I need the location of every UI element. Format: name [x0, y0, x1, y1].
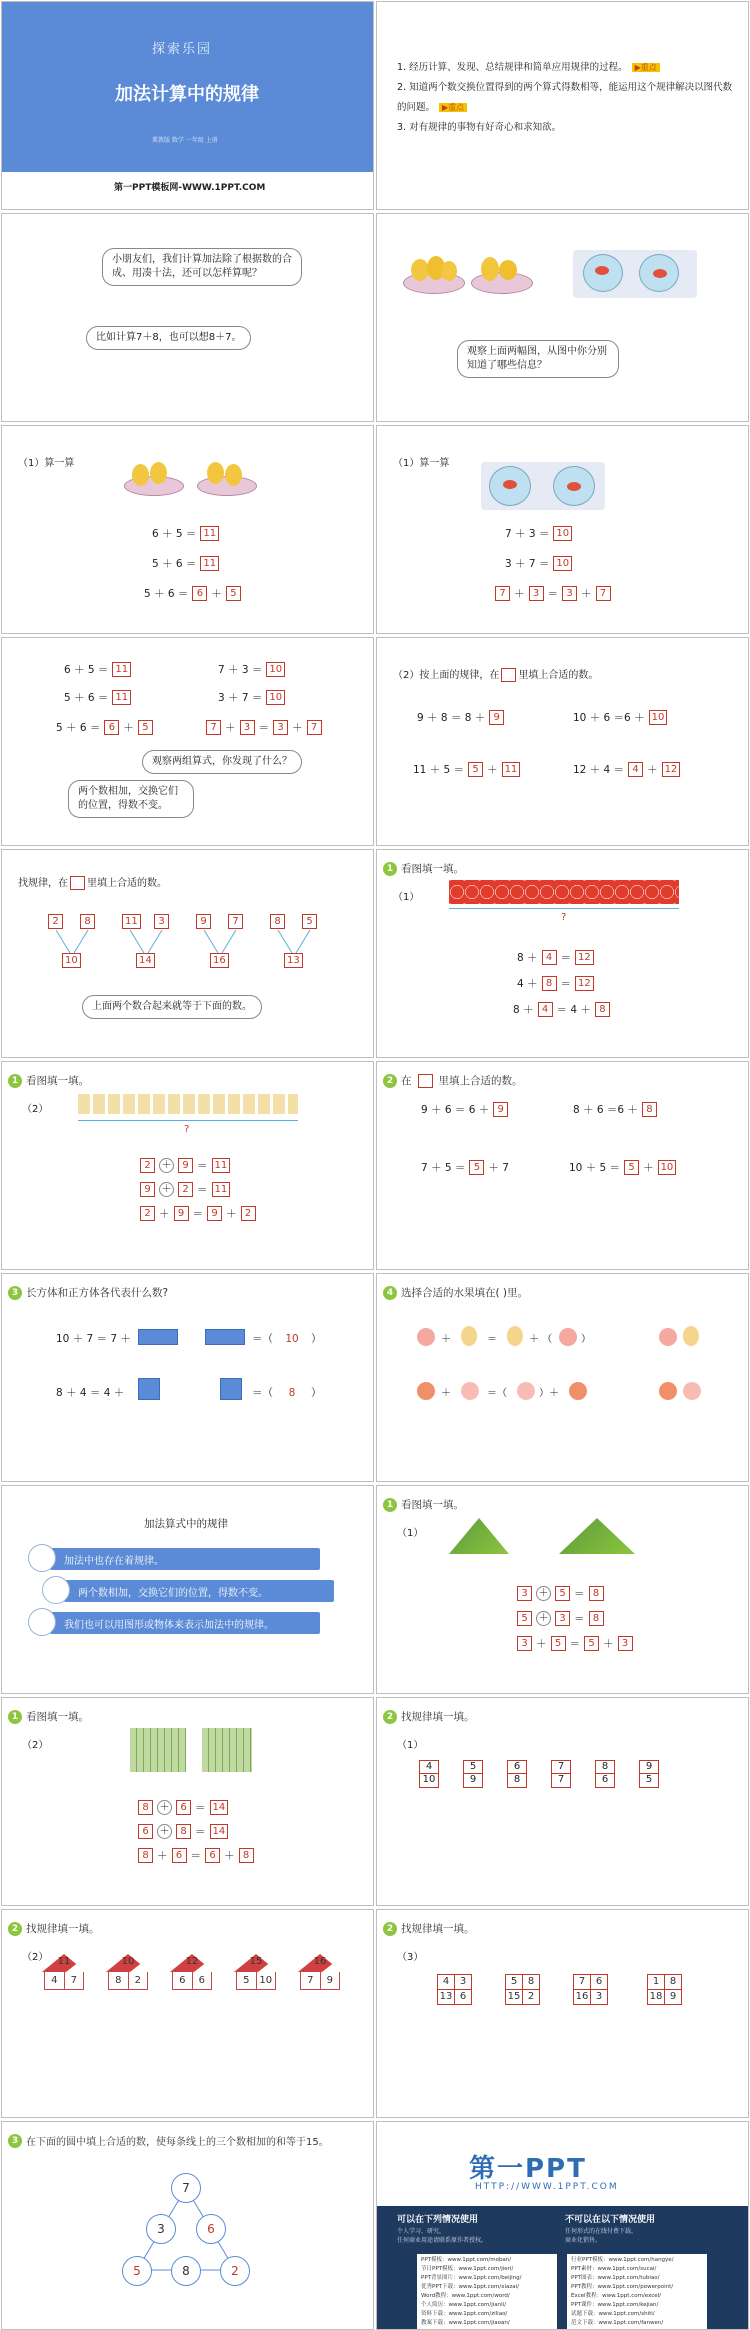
brace-line — [449, 908, 679, 909]
equation-2: 4 ＋ 8 ＝ 12 — [517, 976, 594, 991]
shape-answer-2: ＝（ 8 ） — [252, 1386, 322, 1399]
tree-3: 16 — [210, 953, 229, 968]
links-right — [567, 2254, 707, 2330]
section-head: 4 选择合适的水果填在( )里。 — [383, 1285, 528, 1300]
slide-15-summary — [1, 1485, 374, 1694]
equation-5: 5 ＋ 6 ＝ 6 ＋ 5 — [56, 720, 153, 735]
equation-2: 5 ＋ 3 ＝ 8 — [517, 1611, 604, 1626]
number-house: 16 7 9 — [300, 1954, 340, 1990]
slide-9-trees — [1, 849, 374, 1058]
peach-icon — [659, 1328, 677, 1346]
sub-head: （2） — [22, 1740, 49, 1751]
equation-3: 7 ＋ 3 ＝ 3 ＋ 7 — [495, 586, 611, 601]
orange-icon — [659, 1382, 677, 1400]
tree-4: 8 — [270, 914, 285, 929]
peach-icon — [559, 1328, 577, 1346]
goldfish-icon — [595, 266, 609, 275]
rule-bubble: 上面两个数合起来就等于下面的数。 — [82, 995, 262, 1019]
link-item[interactable]: PPT教程：www.1ppt.com/powerpoint/ — [571, 2284, 674, 2290]
question-3: 7 ＋ 5 ＝ 5 ＋ 7 — [421, 1162, 509, 1174]
empty-box-icon — [418, 1074, 433, 1088]
key-badge: ▶重点 — [439, 103, 467, 112]
slide-14-fruits — [376, 1273, 749, 1482]
tree-1: 10 — [62, 953, 81, 968]
equation-2: 5 ＋ 6 ＝ 11 — [64, 690, 131, 705]
question-1: 9 ＋ 6 ＝ 6 ＋ 9 — [421, 1102, 508, 1117]
book-stack-2 — [202, 1728, 252, 1772]
link-item[interactable]: PPT图表：www.1ppt.com/tubiao/ — [571, 2275, 660, 2281]
paren-plus: ）＋ — [539, 1388, 559, 1399]
slide-18-pairs — [376, 1697, 749, 1906]
goldfish-icon — [653, 269, 667, 278]
question-2: 8 ＋ 6 ＝6 ＋ 8 — [573, 1102, 657, 1117]
slide-7-compare — [1, 637, 374, 846]
section-head: 2 找规律填一填。 — [383, 1921, 475, 1936]
shape-equation-2: 8 ＋ 4 ＝ 4 ＋ — [56, 1387, 125, 1399]
plus-sign: ＋ — [441, 1388, 451, 1399]
equation-1: 2 ＋ 9 ＝ 11 — [140, 1158, 230, 1173]
tree-3: 7 — [228, 914, 243, 929]
sub-head: （2） — [22, 1952, 49, 1963]
pear-icon — [481, 257, 499, 281]
cant-use-item: 商业化销售。 — [565, 2237, 602, 2244]
tree-2: 3 — [154, 914, 169, 929]
sub-head: （2） — [22, 1104, 49, 1115]
number-pair: 6 8 — [507, 1760, 527, 1788]
section-head: 1 看图填一填。 — [8, 1709, 89, 1724]
slide-4-pictures — [376, 213, 749, 422]
section-head: 3 长方体和正方体各代表什么数? — [8, 1285, 168, 1300]
number-grid: 1 8 18 9 — [647, 1974, 682, 2005]
hint-bubble: 比如计算7＋8，也可以想8＋7。 — [86, 326, 251, 350]
equation-3: 5 ＋ 6 ＝ 6 ＋ 5 — [144, 586, 241, 601]
goal-3: 3. 对有规律的事物有好奇心和求知欲。 — [397, 122, 562, 133]
question-4: 10 ＋ 5 ＝ 5 ＋ 10 — [569, 1160, 676, 1175]
slide-22-credits — [376, 2121, 749, 2330]
pear-icon — [683, 1326, 699, 1346]
circle-right-mid[interactable]: 6 — [196, 2214, 226, 2244]
link-item[interactable]: 试题下载：www.1ppt.com/shiti/ — [571, 2311, 655, 2317]
pear-icon — [499, 260, 517, 280]
circle-bottom-right[interactable]: 2 — [220, 2256, 250, 2286]
cuboid-icon — [205, 1329, 245, 1345]
goldfish-icon — [503, 480, 517, 489]
link-item[interactable]: PPT背景图片：www.1ppt.com/beijing/ — [421, 2275, 522, 2281]
cuboid-icon — [138, 1329, 178, 1345]
number-grid: 7 6 16 3 — [573, 1974, 608, 2005]
link-item[interactable]: Excel教程：www.1ppt.com/excel/ — [571, 2293, 662, 2299]
shape-answer-1: ＝（ 10 ） — [252, 1332, 322, 1345]
equation-1: 6 ＋ 5 ＝ 11 — [64, 662, 131, 677]
plus-paren: ＋ （ — [529, 1334, 553, 1345]
question-3: 11 ＋ 5 ＝ 5 ＋ 11 — [413, 762, 520, 777]
summary-title: 加法算式中的规律 — [144, 1518, 228, 1530]
brand-url: HTTP://WWW.1PPT.COM — [475, 2182, 619, 2192]
link-item[interactable]: 个人简历：www.1ppt.com/jianli/ — [421, 2302, 507, 2308]
brace-line — [78, 1120, 298, 1121]
summary-item-1: 加法中也存在着规律。 — [50, 1548, 320, 1570]
teacher-bubble: 小朋友们，我们计算加法除了根据数的合成、用凑十法，还可以怎样算呢？ — [102, 248, 302, 286]
answer-bubble: 两个数相加，交换它们的位置，得数不变。 — [68, 780, 194, 818]
pear-icon — [461, 1326, 477, 1346]
peach-icon — [461, 1382, 479, 1400]
link-item[interactable]: 教案下载：www.1ppt.com/jiaoan/ — [421, 2320, 510, 2326]
slide-tag: 探索乐园 — [152, 42, 213, 57]
link-item[interactable]: 资料下载：www.1ppt.com/ziliao/ — [421, 2311, 508, 2317]
link-item[interactable]: 优秀PPT下载：www.1ppt.com/xiazai/ — [421, 2284, 520, 2290]
pear-icon — [507, 1326, 523, 1346]
slide-21-triangle — [1, 2121, 374, 2330]
link-item[interactable]: Word教程：www.1ppt.com/word/ — [421, 2293, 510, 2299]
tree-4: 5 — [302, 914, 317, 929]
equation-2: 5 ＋ 6 ＝ 11 — [152, 556, 219, 571]
sub-head: （1） — [393, 892, 420, 903]
link-item[interactable]: 范文下载：www.1ppt.com/fanwen/ — [571, 2320, 664, 2326]
slide-title: 加法计算中的规律 — [115, 84, 259, 105]
number-house: 12 6 6 — [172, 1954, 212, 1990]
link-item[interactable]: PPT课件：www.1ppt.com/kejian/ — [571, 2302, 659, 2308]
question-4: 12 ＋ 4 ＝ 4 ＋ 12 — [573, 762, 680, 777]
equation-1: 8 ＋ 6 ＝ 14 — [138, 1800, 228, 1815]
goals-list — [397, 58, 737, 138]
circle-bottom-mid[interactable]: 8 — [171, 2256, 201, 2286]
number-house: 10 8 2 — [108, 1954, 148, 1990]
summary-item-3: 我们也可以用图形或物体来表示加法中的规律。 — [50, 1612, 320, 1634]
circle-top[interactable]: 7 — [171, 2173, 201, 2203]
number-pair: 4 10 — [419, 1760, 439, 1788]
tree-2: 11 — [122, 914, 141, 929]
goldfish-icon — [567, 482, 581, 491]
summary-item-2: 两个数相加，交换它们的位置，得数不变。 — [64, 1580, 334, 1602]
equation-2: 6 ＋ 8 ＝ 14 — [138, 1824, 228, 1839]
slide-20-grids — [376, 1909, 749, 2118]
equation-1: 8 ＋ 4 ＝ 12 — [517, 950, 594, 965]
equation-4: 3 ＋ 7 ＝ 10 — [218, 690, 285, 705]
can-use-title: 可以在下列情况使用 — [397, 2215, 479, 2225]
equation-2: 3 ＋ 7 ＝ 10 — [505, 556, 572, 571]
number-pair: 5 9 — [463, 1760, 483, 1788]
equation-2: 9 ＋ 2 ＝ 11 — [140, 1182, 230, 1197]
slide-3-intro — [1, 213, 374, 422]
orange-icon — [417, 1382, 435, 1400]
section-head: 2 在 里填上合适的数。 — [383, 1073, 523, 1088]
equation-3: 8 ＋ 4 ＝ 4 ＋ 8 — [513, 1002, 610, 1017]
can-use-item: 任何商业用途请联系原作者授权。 — [397, 2237, 488, 2244]
link-item[interactable]: PPT模板：www.1ppt.com/moban/ — [421, 2257, 512, 2263]
equation-3: 8 ＋ 6 ＝ 6 ＋ 8 — [138, 1848, 254, 1863]
equation-3: 7 ＋ 3 ＝ 10 — [218, 662, 285, 677]
peach-icon — [517, 1382, 535, 1400]
sub-head: （1） — [397, 1528, 424, 1539]
tree-3: 9 — [196, 914, 211, 929]
number-house: 11 4 7 — [44, 1954, 84, 1990]
sub-head: （1） — [397, 1740, 424, 1751]
site-label: 第一PPT模板网-WWW.1PPT.COM — [114, 183, 266, 193]
pear-icon — [132, 464, 149, 486]
section-head: （1）算一算 — [18, 458, 75, 469]
key-badge: ▶重点 — [632, 63, 660, 72]
section-head: （1）算一算 — [393, 458, 450, 469]
cant-use-title: 不可以在以下情况使用 — [565, 2215, 656, 2225]
circle-left-mid[interactable]: 3 — [146, 2214, 176, 2244]
section-head: （2）按上面的规律，在 里填上合适的数。 — [393, 670, 599, 681]
tree-1: 8 — [80, 914, 95, 929]
equation-1: 7 ＋ 3 ＝ 10 — [505, 526, 572, 541]
empty-box-icon — [501, 668, 516, 682]
question-mark: ? — [184, 1124, 190, 1135]
section-head: 2 找规律填一填。 — [8, 1921, 100, 1936]
cant-use-item: 任何形式的在线付费下载。 — [565, 2228, 638, 2235]
number-grid: 4 3 13 6 — [437, 1974, 472, 2005]
equation-3: 2 ＋ 9 ＝ 9 ＋ 2 — [140, 1206, 256, 1221]
number-pair: 8 6 — [595, 1760, 615, 1788]
slide-8-apply — [376, 637, 749, 846]
number-tree-lines — [2, 850, 374, 1058]
slide-12-fill — [376, 1061, 749, 1270]
pear-icon — [150, 462, 167, 484]
brand-logo: 第一PPT — [469, 2154, 587, 2184]
plus-sign: ＋ — [441, 1334, 451, 1345]
observe-bubble: 观察上面两幅图，从图中你分别知道了哪些信息？ — [457, 340, 619, 378]
close-paren: ） — [581, 1334, 591, 1345]
slide-6-calc-fish — [376, 425, 749, 634]
link-item[interactable]: 行业PPT模板：www.1ppt.com/hangye/ — [571, 2257, 674, 2263]
equals-paren: ＝（ — [487, 1388, 507, 1399]
equation-6: 7 ＋ 3 ＝ 3 ＋ 7 — [206, 720, 322, 735]
peach-icon — [417, 1328, 435, 1346]
slide-10-strawberries — [376, 849, 749, 1058]
section-head: 1 看图填一填。 — [8, 1073, 89, 1088]
pear-icon — [225, 464, 242, 486]
zongzi-group-1 — [449, 1518, 509, 1554]
tree-1: 2 — [48, 914, 63, 929]
orange-icon — [569, 1382, 587, 1400]
equation-1: 3 ＋ 5 ＝ 8 — [517, 1586, 604, 1601]
pear-icon — [207, 462, 224, 484]
slide-16-zongzi — [376, 1485, 749, 1694]
section-head: 1 看图填一填。 — [383, 1497, 464, 1512]
triangle-lines — [2, 2122, 374, 2330]
link-item[interactable]: 节日PPT模板：www.1ppt.com/jieri/ — [421, 2266, 514, 2272]
section-head: 找规律，在 里填上合适的数。 — [18, 878, 167, 889]
question-bubble: 观察两组算式，你发现了什么？ — [142, 750, 302, 774]
slide-13-shapes — [1, 1273, 374, 1482]
links-left — [417, 2254, 557, 2330]
pear-icon — [441, 261, 457, 281]
slide-11-icecream — [1, 1061, 374, 1270]
usage-panel — [377, 2206, 749, 2330]
zongzi-group-2 — [559, 1518, 635, 1554]
equals-sign: ＝ — [487, 1334, 497, 1345]
section-head: 3 在下面的圆中填上合适的数，使每条线上的三个数相加的和等于15。 — [8, 2133, 329, 2148]
goal-1: 1. 经历计算、发现、总结规律和简单应用规律的过程。 — [397, 62, 628, 73]
tree-2: 14 — [136, 953, 155, 968]
number-pair: 9 5 — [639, 1760, 659, 1788]
slide-1-title — [1, 1, 374, 210]
cube-icon — [138, 1378, 160, 1400]
question-2: 10 ＋ 6 ＝6 ＋ 10 — [573, 710, 667, 725]
number-pair: 7 7 — [551, 1760, 571, 1788]
sub-head: （3） — [397, 1952, 424, 1963]
slide-5-calc-pears — [1, 425, 374, 634]
number-house: 15 5 10 — [236, 1954, 276, 1990]
section-head: 1 看图填一填。 — [383, 861, 464, 876]
goal-2: 2. 知道两个数交换位置得到的两个算式得数相等，能运用这个规律解决以图代数的问题。 — [397, 82, 733, 113]
number-grid: 5 8 15 2 — [505, 1974, 540, 2005]
equation-3: 3 ＋ 5 ＝ 5 ＋ 3 — [517, 1636, 633, 1651]
strawberry-row — [449, 880, 679, 904]
slide-2-goals — [376, 1, 749, 210]
equation-1: 6 ＋ 5 ＝ 11 — [152, 526, 219, 541]
slide-19-houses — [1, 1909, 374, 2118]
tree-4: 13 — [284, 953, 303, 968]
icecream-row — [78, 1094, 298, 1114]
slide-17-books — [1, 1697, 374, 1906]
title-footer — [2, 172, 374, 210]
question-mark: ? — [561, 912, 567, 923]
cube-icon — [220, 1378, 242, 1400]
section-head: 2 找规律填一填。 — [383, 1709, 475, 1724]
slide-subtitle: 冀教版 数学 一年级 上册 — [152, 137, 218, 144]
shape-equation-1: 10 ＋ 7 ＝ 7 ＋ — [56, 1333, 131, 1345]
can-use-item: 个人学习、研究。 — [397, 2228, 446, 2235]
question-1: 9 ＋ 8 ＝ 8 ＋ 9 — [417, 710, 504, 725]
circle-bottom-left[interactable]: 5 — [122, 2256, 152, 2286]
peach-icon — [683, 1382, 701, 1400]
link-item[interactable]: PPT素材：www.1ppt.com/sucai/ — [571, 2266, 657, 2272]
book-stack-1 — [130, 1728, 186, 1772]
